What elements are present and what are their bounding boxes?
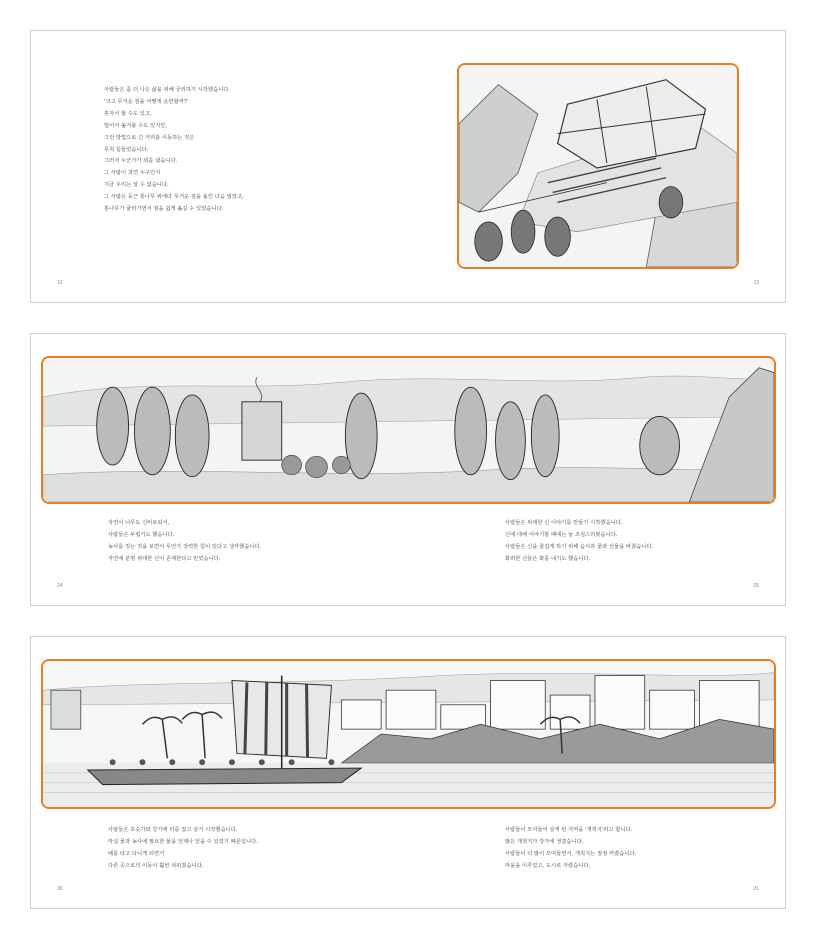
text-line: 많은 개척지가 강가에 생겼습니다. (505, 838, 584, 845)
illustration-offering-to-gods (41, 356, 776, 504)
illustration-river-settlement (41, 659, 776, 809)
text-line: 마실 물과 농사에 필요한 물을 언제나 얻을 수 있었기 때문입니다. (108, 838, 258, 845)
page-number-right: 25 (753, 583, 759, 589)
text-line: 지금 우리는 알 수 없습니다. (104, 182, 169, 189)
page-number-right: 31 (753, 886, 759, 892)
text-line: 그 사람이 과연 누구인지 (104, 170, 161, 177)
text-line: 자연에 분명 위대한 신이 존재한다고 믿었습니다. (108, 555, 221, 562)
text-line: 사람들은 좀 더 나은 삶을 위해 궁리하기 시작했습니다. (104, 87, 231, 93)
text-line: 그러자 누군가가 꾀를 냈습니다. (104, 158, 178, 165)
text-line: 마을을 이루었고, 도시로 자랐습니다. (505, 862, 591, 869)
spread-2 (30, 333, 786, 606)
story-text-right (505, 518, 653, 566)
text-line: 배를 타고 다니게 되면서 (108, 850, 165, 857)
text-line: 화려한 신들은 화를 내기도 했습니다. (505, 555, 591, 562)
text-line: 통나무가 굴러가면서 짐을 쉽게 옮길 수 있었습니다. (104, 206, 224, 213)
spread-1 (30, 30, 786, 303)
text-line: 자연이 너무도 신비로워서, (108, 520, 170, 526)
text-line: 그런 방법으로 긴 거리를 이동하는 것은 (104, 134, 195, 141)
spread-3 (30, 636, 786, 909)
story-text (104, 85, 244, 216)
text-line: 농사를 짓는 것을 보면서 무언가 강력한 힘이 있다고 생각했습니다. (108, 543, 262, 550)
text-line: 사람들이 모여들어 살게 된 지역을 '개척지'라고 합니다. (505, 827, 633, 833)
text-line: 사람들은 위대한 신 이야기를 만들기 시작했습니다. (505, 520, 623, 526)
text-line: 사람들은 두렵기도 했습니다. (108, 531, 175, 538)
illustration-moving-stone (457, 63, 739, 269)
text-line: 혼자서 할 수도 있고, (104, 110, 152, 117)
text-line: 신에 대해 이야기할 때에는 늘 조심스러웠습니다. (505, 531, 618, 538)
page-number-left: 24 (57, 583, 63, 589)
story-text-right (505, 825, 636, 873)
text-line: 그 사람은 둥근 통나무 위에다 무거운 짐을 올린 다음 밀었고, (104, 194, 244, 201)
text-line: 사람들은 호숫가와 강가에 터를 잡고 살기 시작했습니다. (108, 827, 238, 833)
text-line: 무척 힘들었습니다. (104, 146, 149, 153)
story-text-left (108, 825, 258, 873)
text-line: 다른 곳으로의 이동이 훨씬 쉬워졌습니다. (108, 862, 204, 869)
text-line: 밀어서 옮겨볼 수도 있지만, (104, 122, 168, 129)
text-line: 사람들이 더 많이 모여들면서, 개척지는 점점 커졌습니다. (505, 850, 637, 857)
story-text-left (108, 518, 261, 566)
text-line: '크고 무거운 짐을 어떻게 운반할까?' (104, 98, 189, 105)
page-number-left: 30 (57, 886, 63, 892)
text-line: 사람들은 신을 즐겁게 하기 위해 음식과 꽃과 선물을 바쳤습니다. (505, 543, 654, 550)
page-number-right: 13 (753, 280, 759, 286)
page-number-left: 12 (57, 280, 63, 286)
